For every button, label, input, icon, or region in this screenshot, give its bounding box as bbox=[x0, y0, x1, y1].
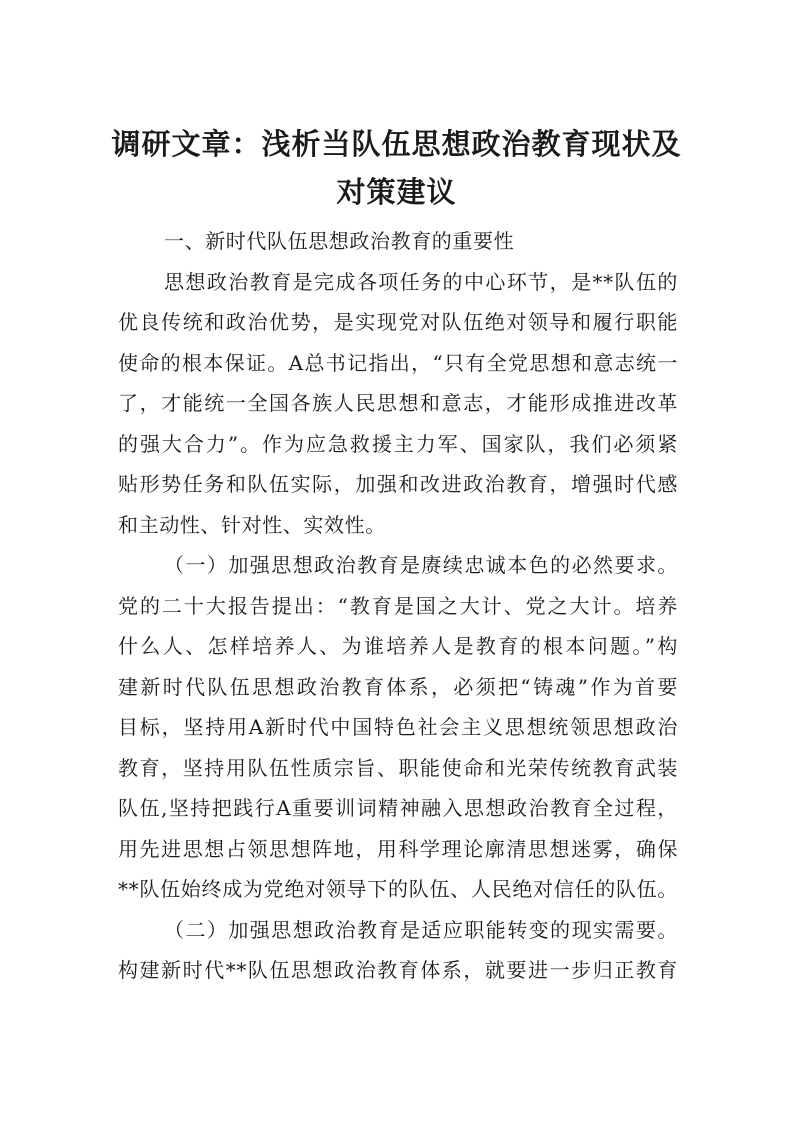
body-text-line: 使命的根本保证。A总书记指出，“只有全党思想和意志统一 bbox=[118, 350, 678, 375]
body-text-line: 目标，坚持用A新时代中国特色社会主义思想统领思想政治 bbox=[118, 715, 678, 739]
document-title-line-2: 对策建议 bbox=[336, 175, 457, 209]
body-text-line: 思想政治教育是完成各项任务的中心环节，是**队伍的 bbox=[164, 269, 678, 294]
body-text-line: 了，才能统一全国各族人民思想和意志，才能形成推进改革 bbox=[118, 391, 678, 415]
body-text-line: （一）加强思想政治教育是赓续忠诚本色的必然要求。 bbox=[164, 553, 678, 577]
body-text-line: 的强大合力”。作为应急救援主力军、国家队，我们必须紧 bbox=[118, 431, 678, 456]
body-text-line: 构建新时代**队伍思想政治教育体系，就要进一步归正教育 bbox=[118, 958, 678, 982]
document-title-line-1: 调研文章：浅析当队伍思想政治教育现状及 bbox=[111, 127, 682, 161]
body-text-line: 贴形势任务和队伍实际，加强和改进政治教育，增强时代感 bbox=[118, 472, 678, 496]
body-text-line: 一、新时代队伍思想政治教育的重要性 bbox=[164, 229, 515, 253]
body-text-line: （二）加强思想政治教育是适应职能转变的现实需要。 bbox=[164, 917, 678, 942]
body-text-line: 什么人、怎样培养人、为谁培养人是教育的根本问题。”构 bbox=[118, 634, 678, 658]
body-text-line: 用先进思想占领思想阵地，用科学理论廓清思想迷雾，确保 bbox=[118, 836, 678, 861]
body-text-line: **队伍始终成为党绝对领导下的队伍、人民绝对信任的队伍。 bbox=[118, 877, 678, 901]
body-text-line: 建新时代队伍思想政治教育体系，必须把“铸魂”作为首要 bbox=[118, 674, 678, 699]
body-text-line: 队伍,坚持把践行A重要训词精神融入思想政治教育全过程， bbox=[118, 796, 678, 820]
body-text-line: 党的二十大报告提出：“教育是国之大计、党之大计。培养 bbox=[118, 593, 678, 618]
body-text-line: 教育，坚持用队伍性质宗旨、职能使命和光荣传统教育武装 bbox=[118, 755, 678, 780]
body-text-line: 和主动性、针对性、实效性。 bbox=[118, 512, 386, 537]
document-body bbox=[118, 221, 678, 991]
body-text-line: 优良传统和政治优势，是实现党对队伍绝对领导和履行职能 bbox=[118, 310, 678, 334]
